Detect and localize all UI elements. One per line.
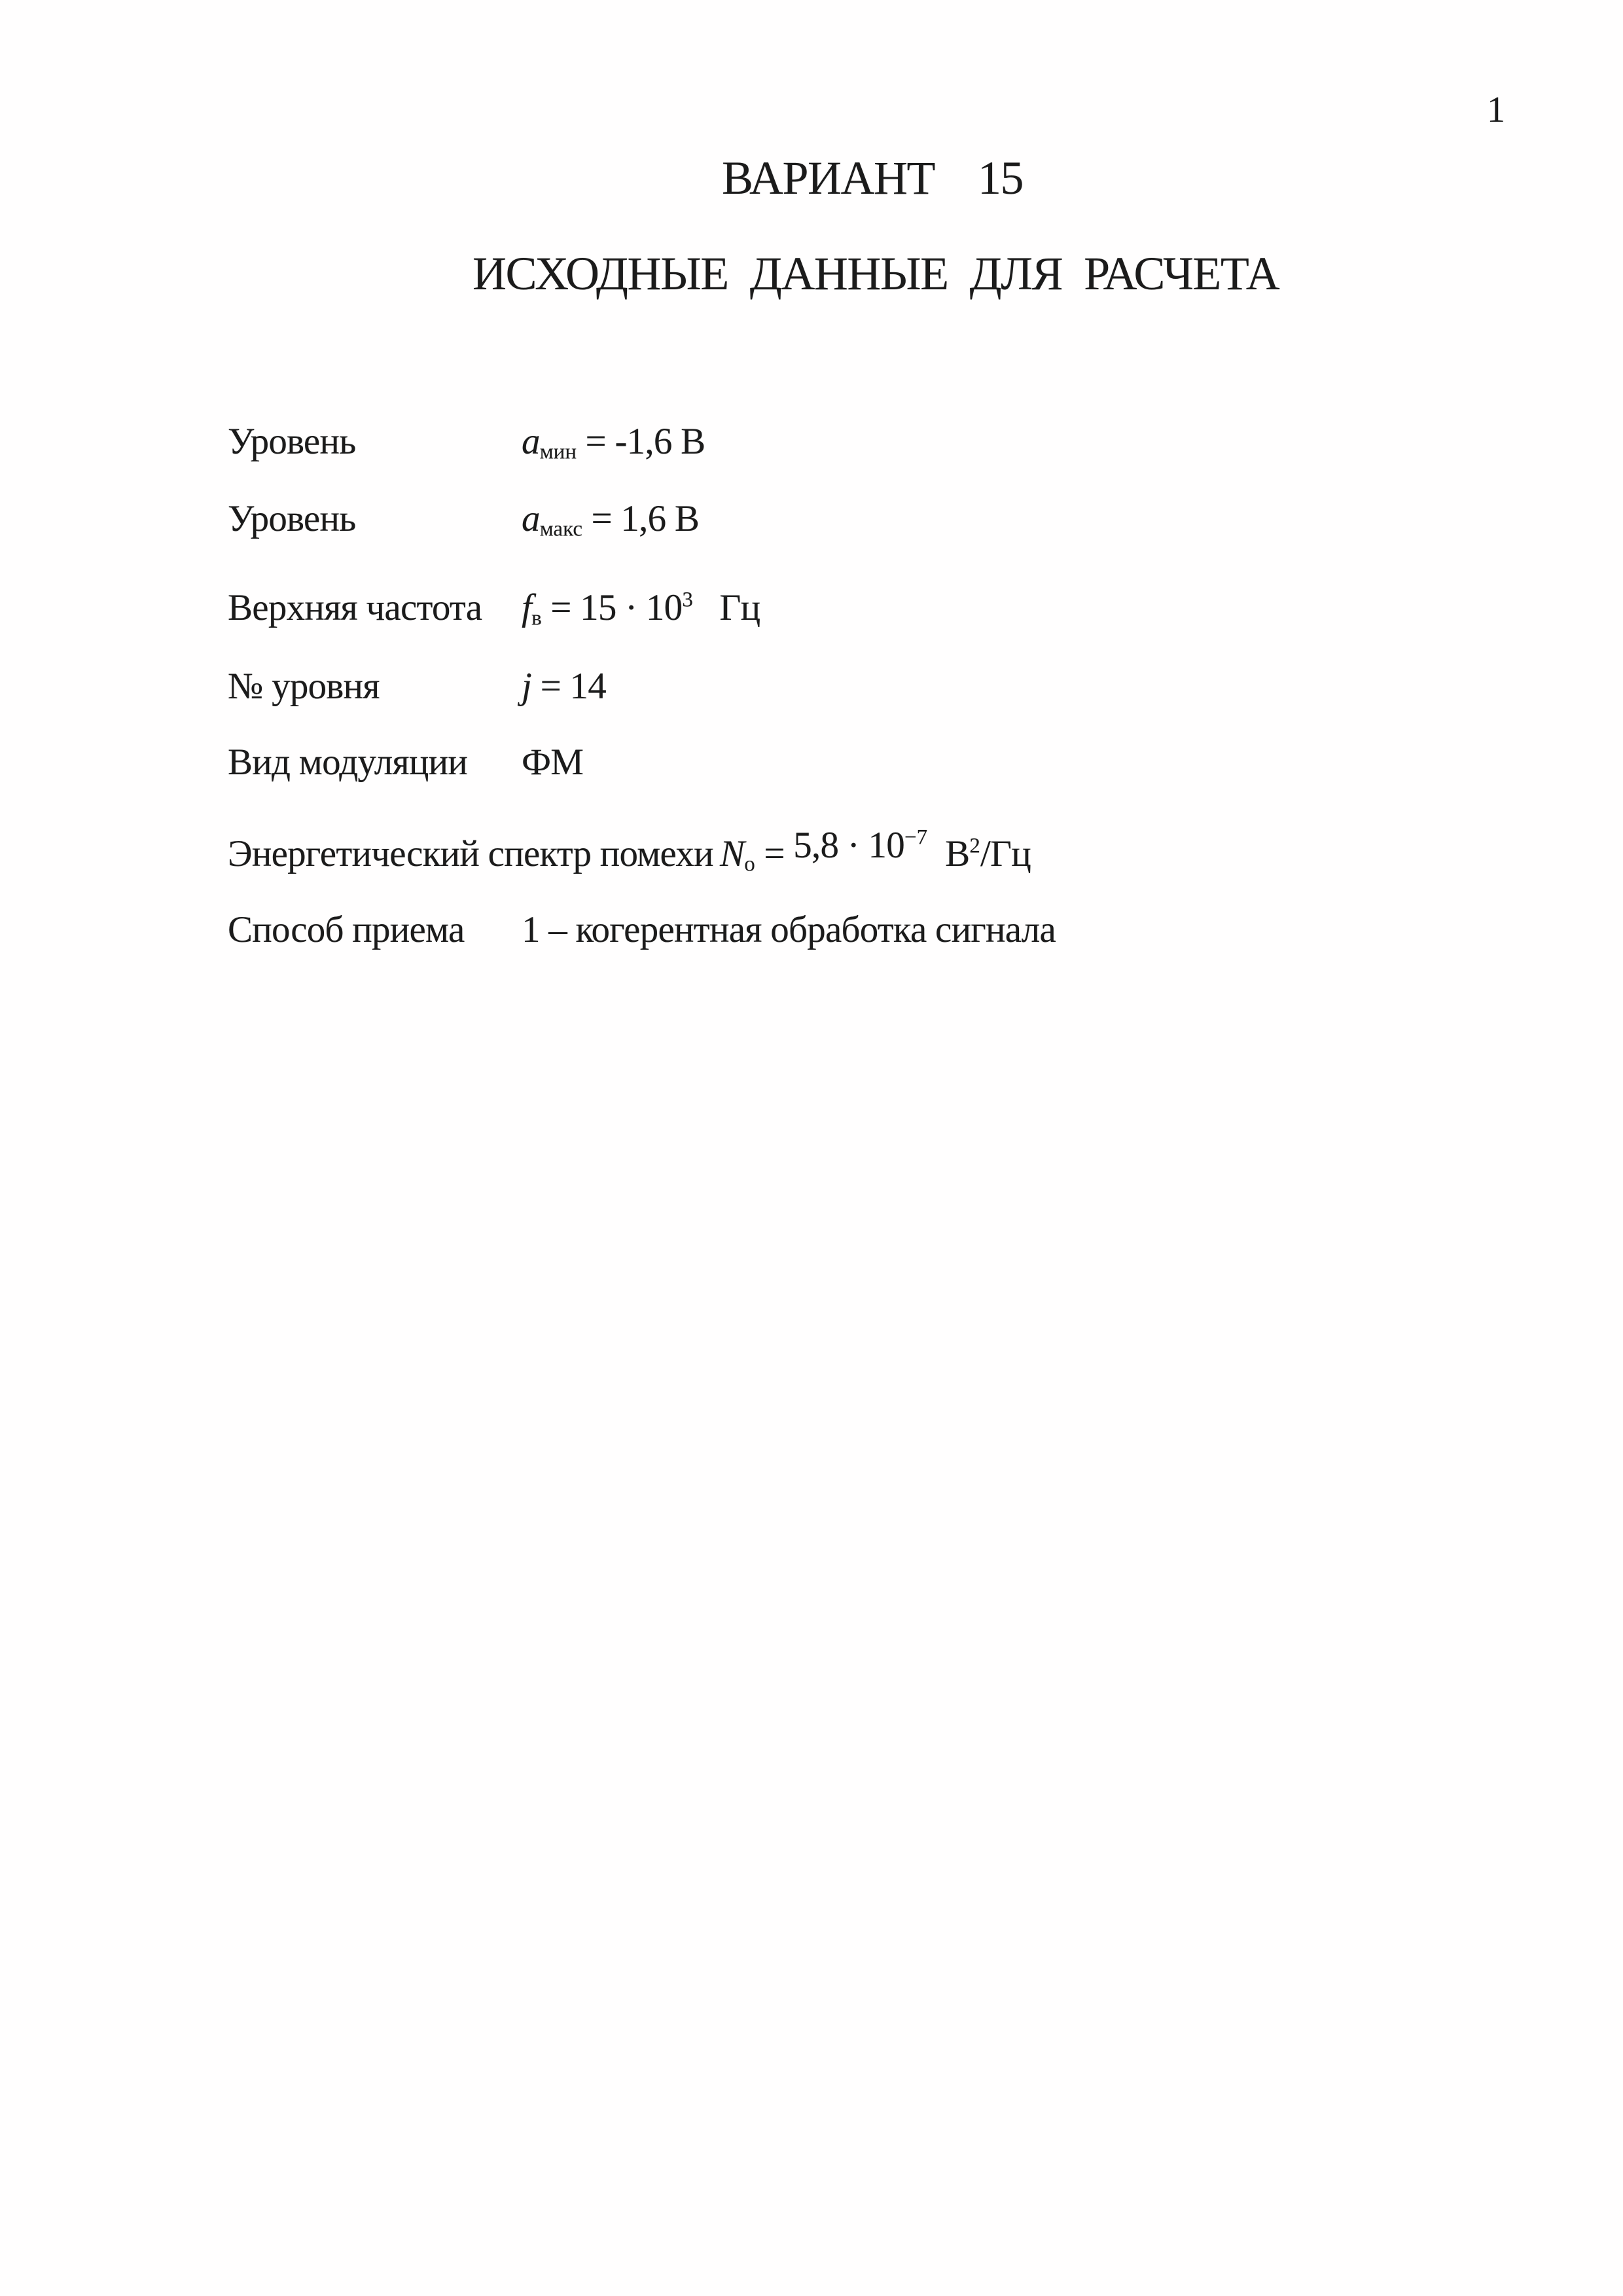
- math-subscript: макс: [539, 517, 583, 541]
- equals-sign: =: [577, 421, 615, 462]
- value-number: 14: [569, 666, 606, 707]
- value-unit: Гц: [692, 587, 760, 628]
- param-label: Способ приема: [228, 909, 465, 950]
- value-exponent: 3: [682, 588, 693, 612]
- param-row-level-min: [228, 420, 1544, 473]
- math-subscript: в: [531, 606, 542, 630]
- value-number: -1,6 В: [615, 421, 705, 462]
- param-value: [522, 586, 760, 630]
- math-symbol: a: [522, 498, 540, 539]
- value-number: 15 · 10: [580, 587, 683, 628]
- param-label: Верхняя частота: [228, 587, 482, 628]
- page-number: 1: [1487, 90, 1505, 130]
- equals-sign: =: [755, 833, 794, 874]
- param-value: [522, 420, 705, 464]
- param-label: Уровень: [228, 421, 356, 462]
- math-symbol: j: [522, 666, 532, 707]
- param-row-level-max: [228, 497, 1544, 550]
- param-label: Вид модуляции: [228, 742, 468, 783]
- equals-sign: =: [531, 666, 570, 707]
- param-value: [522, 908, 1056, 952]
- math-subscript: о: [744, 852, 755, 876]
- math-symbol: f: [522, 587, 532, 628]
- math-subscript: мин: [539, 440, 577, 464]
- math-symbol: N: [720, 833, 745, 874]
- equals-sign: =: [541, 587, 580, 628]
- value-number: ФМ: [522, 742, 584, 783]
- param-label: № уровня: [228, 666, 380, 707]
- value-number: 1,6 В: [620, 498, 700, 539]
- value-unit: В: [927, 833, 970, 874]
- value-number: 5,8 · 10: [793, 825, 904, 866]
- param-value: [522, 497, 699, 541]
- param-value: [522, 665, 606, 709]
- param-row-modulation-type: [228, 741, 1544, 793]
- unit-exponent: 2: [969, 834, 980, 858]
- equals-sign: =: [582, 498, 621, 539]
- value-number: 1 – когерентная обработка сигнала: [522, 909, 1056, 950]
- param-row-upper-frequency: [228, 586, 1544, 639]
- param-value: [522, 741, 583, 785]
- param-row-noise-spectrum: [228, 825, 1544, 885]
- param-label: Уровень: [228, 498, 356, 539]
- math-symbol: a: [522, 421, 540, 462]
- param-label: Энергетический спектр помехи: [228, 833, 713, 874]
- param-row-reception-method: [228, 908, 1544, 961]
- document-title: ВАРИАНТ 15: [722, 152, 1023, 204]
- unit-denominator: /Гц: [980, 833, 1031, 874]
- param-row-level-number: [228, 665, 1544, 717]
- document-subtitle: ИСХОДНЫЕ ДАННЫЕ ДЛЯ РАСЧЕТА: [473, 247, 1279, 300]
- value-exponent: −7: [904, 825, 928, 850]
- param-value: [720, 825, 1031, 876]
